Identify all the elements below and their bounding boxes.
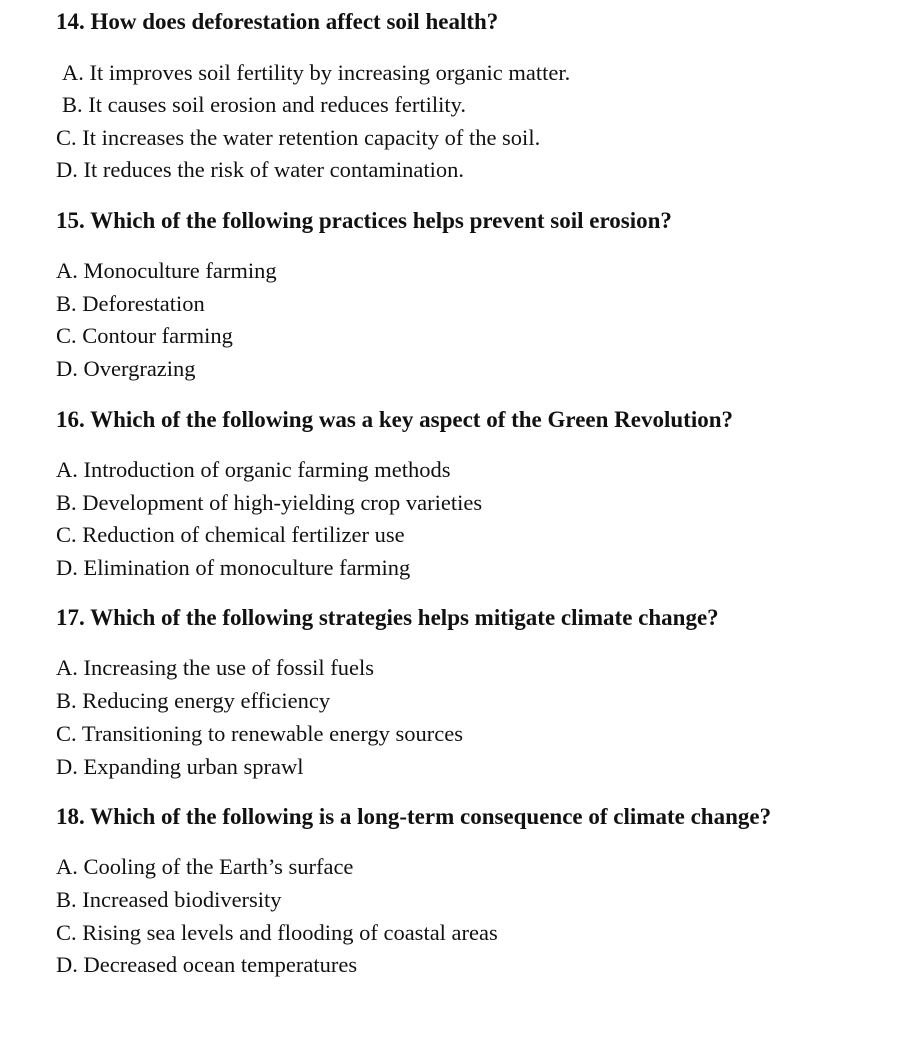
question-16-option-d: D. Elimination of monoculture farming: [56, 555, 411, 580]
question-17-option-d: D. Expanding urban sprawl: [56, 754, 304, 779]
question-16-option-c: C. Reduction of chemical fertilizer use: [56, 522, 405, 547]
question-15: 15. Which of the following practices helps prevent soil erosion?: [56, 208, 672, 233]
question-15-option-b: B. Deforestation: [56, 291, 205, 316]
question-18-option-a: A. Cooling of the Earth’s surface: [56, 854, 354, 879]
question-15-option-c: C. Contour farming: [56, 323, 233, 348]
question-14-option-c: C. It increases the water retention capacity of the soil.: [56, 125, 541, 150]
question-16-option-a: A. Introduction of organic farming methods: [56, 457, 451, 482]
question-18-option-d: D. Decreased ocean temperatures: [56, 952, 358, 977]
question-17-option-a: A. Increasing the use of fossil fuels: [56, 655, 375, 680]
question-16-option-b: B. Development of high-yielding crop varieties: [56, 490, 483, 515]
question-14: 14. How does deforestation affect soil health?: [56, 9, 499, 34]
question-14-option-a: A. It improves soil fertility by increasing organic matter.: [62, 60, 571, 85]
question-15-option-a: A. Monoculture farming: [56, 258, 277, 283]
question-14-option-b: B. It causes soil erosion and reduces fertility.: [62, 92, 467, 117]
question-15-option-d: D. Overgrazing: [56, 356, 196, 381]
question-18: 18. Which of the following is a long-term consequence of climate change?: [56, 804, 772, 829]
question-18-option-b: B. Increased biodiversity: [56, 887, 282, 912]
question-17: 17. Which of the following strategies helps mitigate climate change?: [56, 605, 719, 630]
question-18-option-c: C. Rising sea levels and flooding of coastal areas: [56, 920, 498, 945]
question-17-option-c: C. Transitioning to renewable energy sources: [56, 721, 464, 746]
question-14-option-d: D. It reduces the risk of water contamination.: [56, 157, 464, 182]
question-16: 16. Which of the following was a key aspect of the Green Revolution?: [56, 407, 733, 432]
question-17-option-b: B. Reducing energy efficiency: [56, 688, 331, 713]
